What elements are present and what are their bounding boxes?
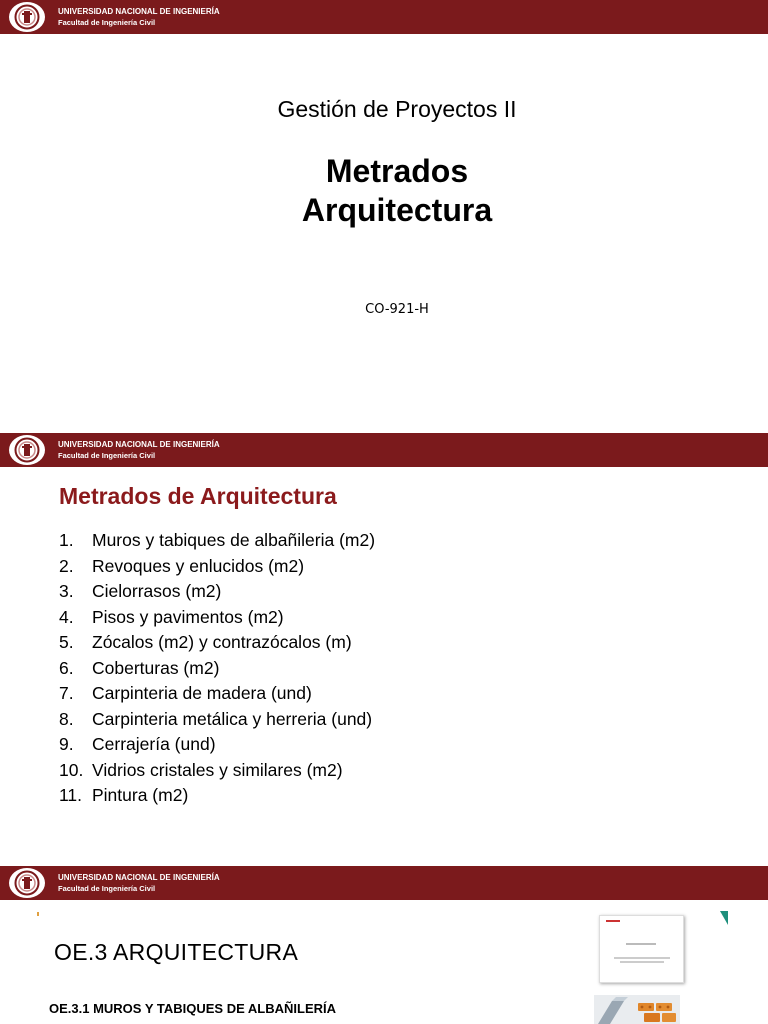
item-number: 3. xyxy=(59,581,74,601)
university-name: UNIVERSIDAD NACIONAL DE INGENIERÍA xyxy=(58,440,220,449)
faculty-name: Facultad de Ingeniería Civil xyxy=(58,451,156,460)
decorative-corner-icon xyxy=(720,911,728,925)
slide-header-bar xyxy=(0,0,768,34)
slide-header-bar xyxy=(0,866,768,900)
item-text: Muros y tabiques de albañileria (m2) xyxy=(92,530,376,550)
item-number: 10. xyxy=(59,759,84,780)
list-item xyxy=(59,656,375,682)
brick-wall-image xyxy=(594,995,680,1024)
section-title: OE.3 ARQUITECTURA xyxy=(54,939,299,965)
item-number: 6. xyxy=(59,657,74,678)
item-text: Vidrios cristales y similares (m2) xyxy=(92,759,343,780)
item-number: 8. xyxy=(59,708,74,729)
slide-title xyxy=(0,0,768,433)
faculty-name: Facultad de Ingeniería Civil xyxy=(58,18,156,27)
title-line-2: Arquitectura xyxy=(301,192,493,228)
metrados-list xyxy=(59,528,375,809)
university-logo-icon xyxy=(9,868,45,898)
title-line-1: Metrados xyxy=(325,153,469,189)
list-item xyxy=(59,707,375,733)
list-item xyxy=(59,528,375,554)
list-item xyxy=(59,681,375,707)
item-text: Cerrajería (und) xyxy=(92,734,216,754)
university-name: UNIVERSIDAD NACIONAL DE INGENIERÍA xyxy=(58,7,220,16)
course-name: Gestión de Proyectos II xyxy=(277,96,517,122)
item-number: 2. xyxy=(59,555,74,576)
list-item xyxy=(59,732,375,758)
list-item xyxy=(59,758,375,784)
item-text: Revoques y enlucidos (m2) xyxy=(92,555,305,576)
item-number: 9. xyxy=(59,734,74,754)
item-text: Cielorrasos (m2) xyxy=(92,581,222,601)
section-subtitle: OE.3.1 MUROS Y TABIQUES DE ALBAÑILERÍA xyxy=(49,1001,337,1016)
list-item xyxy=(59,579,375,605)
list-item xyxy=(59,605,375,631)
item-text: Pisos y pavimentos (m2) xyxy=(92,606,284,627)
list-item xyxy=(59,783,375,809)
item-number: 5. xyxy=(59,632,74,652)
item-text: Zócalos (m2) y contrazócalos (m) xyxy=(92,632,352,652)
item-text: Coberturas (m2) xyxy=(92,657,220,678)
item-number: 11. xyxy=(59,785,83,805)
slide-header-bar xyxy=(0,433,768,467)
document-cover-thumbnail xyxy=(599,915,684,983)
university-name: UNIVERSIDAD NACIONAL DE INGENIERÍA xyxy=(58,873,220,882)
university-logo-icon xyxy=(9,2,45,32)
list-item xyxy=(59,554,375,580)
list-item xyxy=(59,630,375,656)
item-number: 7. xyxy=(59,683,74,703)
section-title: Metrados de Arquitectura xyxy=(59,483,337,509)
university-logo-icon xyxy=(9,435,45,465)
item-text: Carpinteria metálica y herreria (und) xyxy=(92,708,373,729)
header-text xyxy=(58,439,220,461)
item-text: Pintura (m2) xyxy=(92,785,189,805)
item-number: 4. xyxy=(59,606,74,627)
item-text: Carpinteria de madera (und) xyxy=(92,683,312,703)
faculty-name: Facultad de Ingeniería Civil xyxy=(58,884,156,893)
slide-contents xyxy=(0,433,768,866)
slide-arquitectura xyxy=(0,866,768,1024)
course-code: CO-921-H xyxy=(365,302,429,317)
header-text xyxy=(58,872,220,894)
item-number: 1. xyxy=(59,530,74,550)
presentation-title xyxy=(0,152,768,230)
header-text xyxy=(58,6,220,28)
decorative-mark xyxy=(37,912,39,916)
